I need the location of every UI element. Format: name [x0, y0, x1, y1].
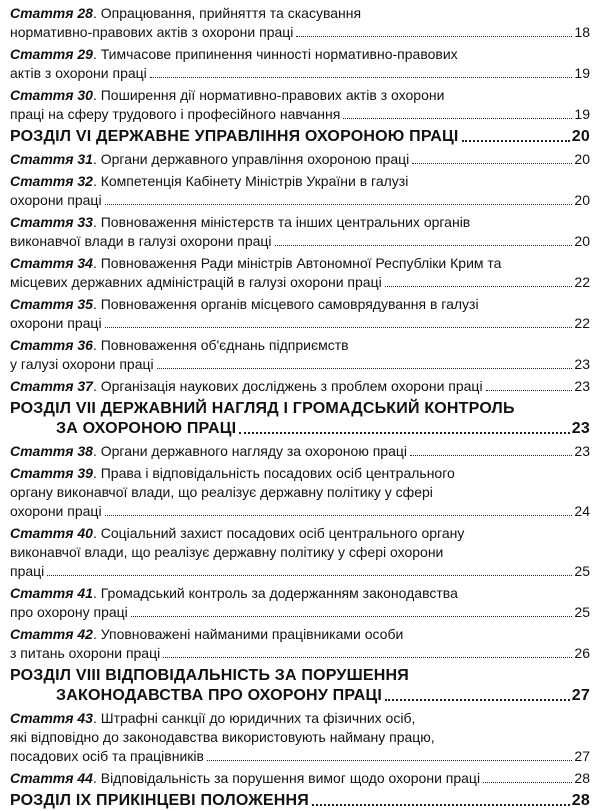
article-label: Стаття 40 — [10, 525, 93, 541]
article-title: місцевих державних адміністрацій в галузі охорони праці — [10, 274, 382, 290]
toc-article-entry[interactable] — [10, 709, 590, 766]
article-label: Стаття 43 — [10, 710, 93, 726]
page-number: 26 — [574, 645, 590, 661]
toc-line — [10, 464, 590, 483]
toc-line — [10, 603, 590, 622]
article-title: Стаття 30. Поширення дії нормативно-правових актів з охорони — [10, 87, 445, 103]
toc-line — [10, 483, 590, 502]
toc-line — [10, 666, 590, 686]
toc-line — [10, 769, 590, 788]
page-number: 27 — [571, 687, 590, 704]
article-title: Стаття 35. Повноваження органів місцевого самоврядування в галузі — [10, 296, 479, 312]
toc-article-entry[interactable] — [10, 213, 590, 251]
toc-section-entry[interactable] — [10, 399, 590, 439]
toc-line — [10, 543, 590, 562]
toc-section-entry[interactable] — [10, 791, 590, 811]
section-title: РОЗДІЛ IX ПРИКІНЦЕВІ ПОЛОЖЕННЯ — [10, 792, 309, 809]
toc-section-entry[interactable] — [10, 127, 590, 147]
toc-line — [10, 172, 590, 191]
toc-article-entry[interactable] — [10, 464, 590, 521]
article-label: Стаття 36 — [10, 337, 93, 353]
article-label: Стаття 41 — [10, 585, 93, 601]
article-title: з питань охорони праці — [10, 645, 161, 661]
toc-line — [10, 686, 590, 706]
article-label: Стаття 33 — [10, 214, 93, 230]
toc-line — [10, 442, 590, 461]
dot-leader — [483, 782, 572, 783]
section-title: ЗА ОХОРОНОЮ ПРАЦІ — [56, 420, 237, 437]
dot-leader — [105, 327, 573, 328]
article-title: які відповідно до законодавства використовують найману працю, — [10, 729, 435, 745]
toc-article-entry[interactable] — [10, 150, 590, 169]
article-title: нормативно-правових актів з охорони праці — [10, 24, 294, 40]
page-number: 23 — [574, 378, 590, 394]
article-title: Стаття 43. Штрафні санкції до юридичних та фізичних осіб, — [10, 710, 416, 726]
article-label: Стаття 34 — [10, 255, 93, 271]
toc-line — [10, 709, 590, 728]
article-title: виконавчої влади в галузі охорони праці — [10, 233, 272, 249]
article-label: Стаття 37 — [10, 378, 93, 394]
toc-line — [10, 399, 590, 419]
page-number: 20 — [571, 128, 590, 145]
page-number: 20 — [574, 233, 590, 249]
article-title: Стаття 39. Права і відповідальність посадових осіб центрального — [10, 465, 455, 481]
toc-line — [10, 747, 590, 766]
toc-line — [10, 232, 590, 251]
dot-leader — [131, 616, 573, 617]
article-title: охорони праці — [10, 503, 102, 519]
toc-line — [10, 150, 590, 169]
dot-leader — [462, 140, 570, 142]
page-number: 25 — [574, 604, 590, 620]
toc-line — [10, 791, 590, 811]
article-title: Стаття 29. Тимчасове припинення чинності нормативно-правових — [10, 46, 458, 62]
article-label: Стаття 30 — [10, 87, 93, 103]
toc-article-entry[interactable] — [10, 625, 590, 663]
article-title: Стаття 28. Опрацювання, прийняття та скасування — [10, 5, 362, 21]
article-title: Стаття 38. Органи державного нагляду за охороною праці — [10, 443, 407, 459]
toc-article-entry[interactable] — [10, 45, 590, 83]
toc-line — [10, 86, 590, 105]
dot-leader — [312, 804, 570, 806]
page-number: 27 — [574, 748, 590, 764]
page-number: 25 — [574, 563, 590, 579]
article-title: у галузі охорони праці — [10, 356, 154, 372]
toc-article-entry[interactable] — [10, 336, 590, 374]
section-title: ЗАКОНОДАВСТВА ПРО ОХОРОНУ ПРАЦІ — [56, 687, 383, 704]
section-title: РОЗДІЛ VIII ВІДПОВІДАЛЬНІСТЬ ЗА ПОРУШЕННЯ — [10, 667, 409, 684]
article-label: Стаття 35 — [10, 296, 93, 312]
toc-line — [10, 4, 590, 23]
dot-leader — [207, 760, 572, 761]
article-title: органу виконавчої влади, що реалізує державну політику у сфері — [10, 484, 433, 500]
dot-leader — [163, 657, 572, 658]
dot-leader — [385, 286, 573, 287]
section-title: РОЗДІЛ VII ДЕРЖАВНИЙ НАГЛЯД І ГРОМАДСЬКИЙ КОНТРОЛЬ — [10, 400, 515, 417]
article-label: Стаття 31 — [10, 151, 93, 167]
article-title: праці — [10, 563, 45, 579]
toc-article-entry[interactable] — [10, 584, 590, 622]
page-number: 19 — [574, 65, 590, 81]
toc-line — [10, 273, 590, 292]
article-title: Стаття 32. Компетенція Кабінету Міністрів України в галузі — [10, 173, 409, 189]
article-title: Стаття 40. Соціальний захист посадових осіб центрального органу — [10, 525, 465, 541]
toc-line — [10, 562, 590, 581]
article-title: охорони праці — [10, 315, 102, 331]
toc-article-entry[interactable] — [10, 377, 590, 396]
toc-section-entry[interactable] — [10, 666, 590, 706]
toc-article-entry[interactable] — [10, 86, 590, 124]
article-title: Стаття 33. Повноваження міністерств та інших центральних органів — [10, 214, 471, 230]
toc-line — [10, 23, 590, 42]
toc-article-entry[interactable] — [10, 769, 590, 788]
dot-leader — [157, 368, 573, 369]
page-number: 23 — [574, 443, 590, 459]
toc-line — [10, 45, 590, 64]
article-title: Стаття 37. Організація наукових досліджень з проблем охорони праці — [10, 378, 483, 394]
dot-leader — [343, 118, 572, 119]
toc-line — [10, 254, 590, 273]
toc-article-entry[interactable] — [10, 295, 590, 333]
article-label: Стаття 39 — [10, 465, 93, 481]
toc-line — [10, 377, 590, 396]
toc-article-entry[interactable] — [10, 172, 590, 210]
toc-line — [10, 355, 590, 374]
page-number: 20 — [574, 151, 590, 167]
dot-leader — [275, 245, 573, 246]
article-title: Стаття 36. Повноваження об'єднань підприємств — [10, 337, 349, 353]
toc-line — [10, 191, 590, 210]
article-label: Стаття 29 — [10, 46, 93, 62]
toc-article-entry[interactable] — [10, 4, 590, 42]
toc-line — [10, 644, 590, 663]
article-label: Стаття 42 — [10, 626, 93, 642]
toc-line — [10, 213, 590, 232]
dot-leader — [105, 204, 573, 205]
article-label: Стаття 32 — [10, 173, 93, 189]
dot-leader — [105, 515, 573, 516]
toc-article-entry[interactable] — [10, 254, 590, 292]
article-label: Стаття 38 — [10, 443, 93, 459]
article-title: Стаття 34. Повноваження Ради міністрів Автономної Республіки Крим та — [10, 255, 502, 271]
toc-line — [10, 127, 590, 147]
dot-leader — [410, 455, 572, 456]
toc-line — [10, 524, 590, 543]
article-title: про охорону праці — [10, 604, 128, 620]
article-title: Стаття 44. Відповідальність за порушення вимог щодо охорони праці — [10, 770, 481, 786]
toc-line — [10, 584, 590, 603]
page-number: 28 — [571, 792, 590, 809]
article-title: актів з охорони праці — [10, 65, 147, 81]
toc-article-entry[interactable] — [10, 442, 590, 461]
toc-line — [10, 105, 590, 124]
toc-line — [10, 419, 590, 439]
article-label: Стаття 28 — [10, 5, 93, 21]
article-title: праці на сферу трудового і професійного навчання — [10, 106, 341, 122]
page-number: 24 — [574, 503, 590, 519]
page-number: 22 — [574, 274, 590, 290]
page-number: 20 — [574, 192, 590, 208]
toc-line — [10, 314, 590, 333]
toc-article-entry[interactable] — [10, 524, 590, 581]
page-number: 18 — [574, 24, 590, 40]
toc-line — [10, 502, 590, 521]
dot-leader — [239, 432, 570, 434]
page-number: 19 — [574, 106, 590, 122]
dot-leader — [150, 77, 573, 78]
dot-leader — [385, 699, 570, 701]
article-title: виконавчої влади, що реалізує державну політику у сфері охорони — [10, 544, 444, 560]
toc-line — [10, 336, 590, 355]
article-label: Стаття 44 — [10, 770, 93, 786]
toc-line — [10, 64, 590, 83]
dot-leader — [47, 575, 572, 576]
page-number: 23 — [574, 356, 590, 372]
article-title: посадових осіб та працівників — [10, 748, 204, 764]
article-title: Стаття 31. Органи державного управління охороною праці — [10, 151, 410, 167]
toc-line — [10, 728, 590, 747]
dot-leader — [296, 36, 572, 37]
toc-line — [10, 625, 590, 644]
page-number: 22 — [574, 315, 590, 331]
page-number: 28 — [574, 770, 590, 786]
toc-line — [10, 295, 590, 314]
article-title: Стаття 41. Громадський контроль за додержанням законодавства — [10, 585, 458, 601]
page-number: 23 — [571, 420, 590, 437]
article-title: Стаття 42. Уповноважені найманими працівниками особи — [10, 626, 404, 642]
dot-leader — [412, 163, 572, 164]
section-title: РОЗДІЛ VI ДЕРЖАВНЕ УПРАВЛІННЯ ОХОРОНОЮ ПРАЦІ — [10, 128, 459, 145]
dot-leader — [486, 390, 573, 391]
article-title: охорони праці — [10, 192, 102, 208]
